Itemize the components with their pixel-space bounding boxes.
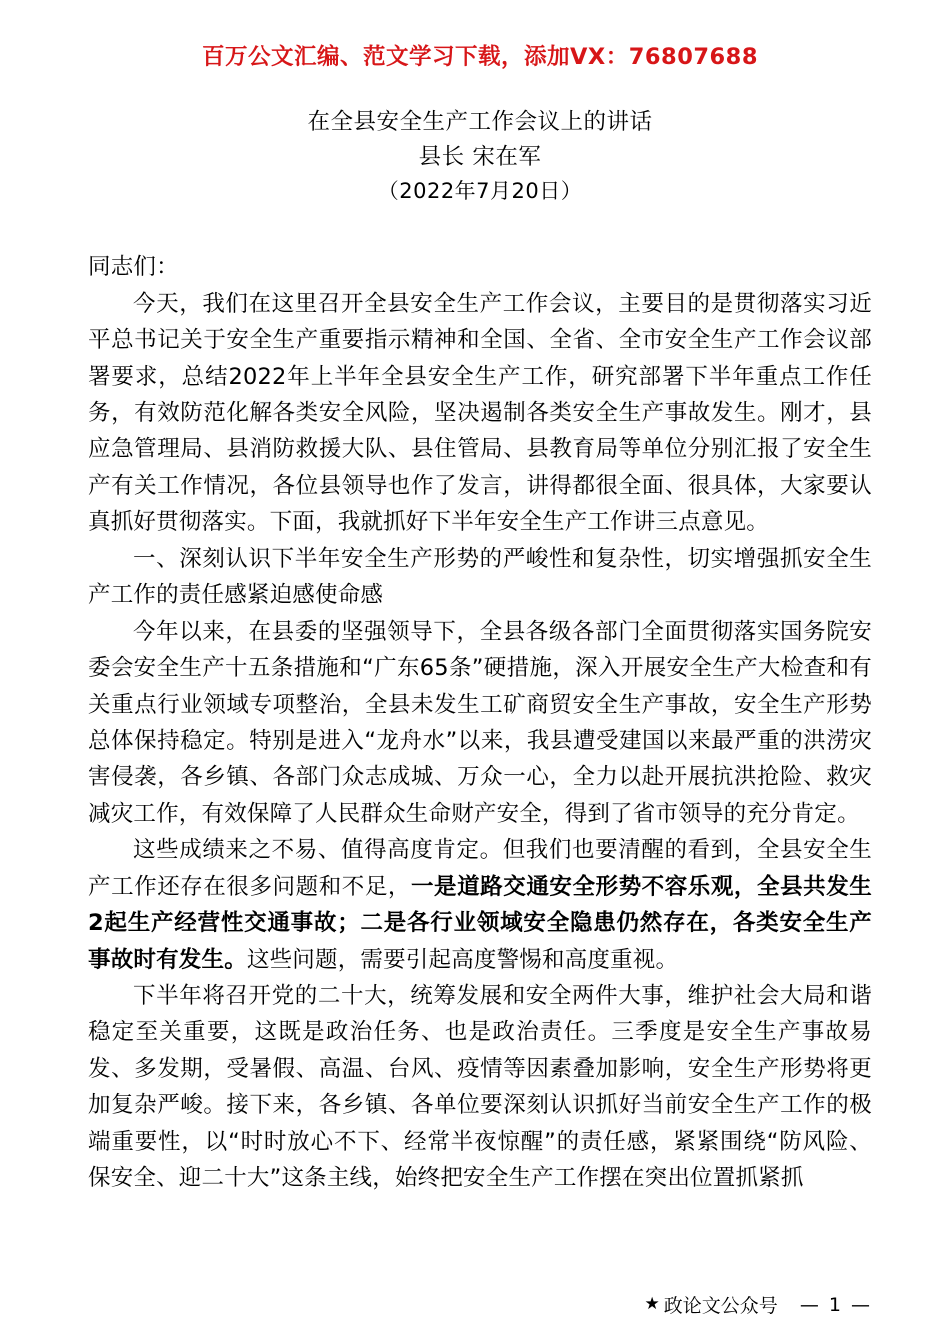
paragraph-bold-text: 一是道路交通安全形势不容乐观，全县共发生2起生产经营性交通事故；二是各行业领域安全隐患仍然存在，各类安全生产事故时有发生。 (88, 873, 872, 973)
document-author: 县长 宋在军 (418, 143, 542, 170)
star-icon: ★ (644, 1294, 660, 1314)
footer-dash-right: — (851, 1293, 872, 1316)
body-paragraph-2: 一、深刻认识下半年安全生产形势的严峻性和复杂性，切实增强抓安全生产工作的责任感紧迫感使命感 (88, 545, 872, 609)
watermark-banner: 百万公文汇编、范文学习下载，添加VX：76807688 (201, 44, 758, 70)
body-paragraph-4 (88, 832, 872, 978)
footer-brand-label: 政论文公众号 (663, 1295, 778, 1317)
body-paragraph-1: 今天，我们在这里召开全县安全生产工作会议，主要目的是贯彻落实习近平总书记关于安全生产重要指示精神和全国、全省、全市安全生产工作会议部署要求，总结2022年上半年全县安全生产工作，研究部署下半年重点工作任务，有效防范化解各类安全风险，坚决遏制各类安全生产事故发生。刚才，县应急管理局、县消防救援大队、县住管局、县教育局等单位分别汇报了安全生产有关工作情况，各位县领导也作了发言，讲得都很全面、很具体，大家要认真抓好贯彻落实。下面，我就抓好下半年安全生产工作讲三点意见。 (88, 290, 872, 536)
footer-brand (645, 1291, 778, 1318)
footer-dash-left: — (799, 1293, 821, 1316)
paragraph-lead-text: 这些成绩来之不易、值得高度肯定。但我们也要清醒的看到，全县安全生产工作还存在很多问题和不足， (88, 837, 872, 900)
document-date: （2022年7月20日） (377, 178, 583, 203)
footer-page-value: 1 (828, 1293, 843, 1316)
salutation: 同志们： (88, 254, 179, 281)
page-footer (88, 1291, 872, 1318)
paragraph-tail-text: 这些问题，需要引起高度警惕和高度重视。 (246, 946, 679, 973)
body-paragraph-5: 下半年将召开党的二十大，统筹发展和安全两件大事，维护社会大局和谐稳定至关重要，这既是政治任务、也是政治责任。三季度是安全生产事故易发、多发期，受暑假、高温、台风、疫情等因素叠加影响，安全生产形势将更加复杂严峻。接下来，各乡镇、各单位要深刻认识抓好当前安全生产工作的极端重要性，以“时时放心不下、经常半夜惊醒”的责任感，紧紧围绕“防风险、保安全、迎二十大”这条主线，始终把安全生产工作摆在突出位置抓紧抓 (88, 983, 872, 1192)
page-title: 在全县安全生产工作会议上的讲话 (307, 109, 653, 135)
page-number (800, 1294, 872, 1316)
body-paragraph-3: 今年以来，在县委的坚强领导下，全县各级各部门全面贯彻落实国务院安委会安全生产十五条措施和“广东65条”硬措施，深入开展安全生产大检查和有关重点行业领域专项整治，全县未发生工矿商贸安全生产事故，安全生产形势总体保持稳定。特别是进入“龙舟水”以来，我县遭受建国以来最严重的洪涝灾害侵袭，各乡镇、各部门众志成城、万众一心，全力以赴开展抗洪抢险、救灾减灾工作，有效保障了人民群众生命财产安全，得到了省市领导的充分肯定。 (88, 618, 872, 827)
